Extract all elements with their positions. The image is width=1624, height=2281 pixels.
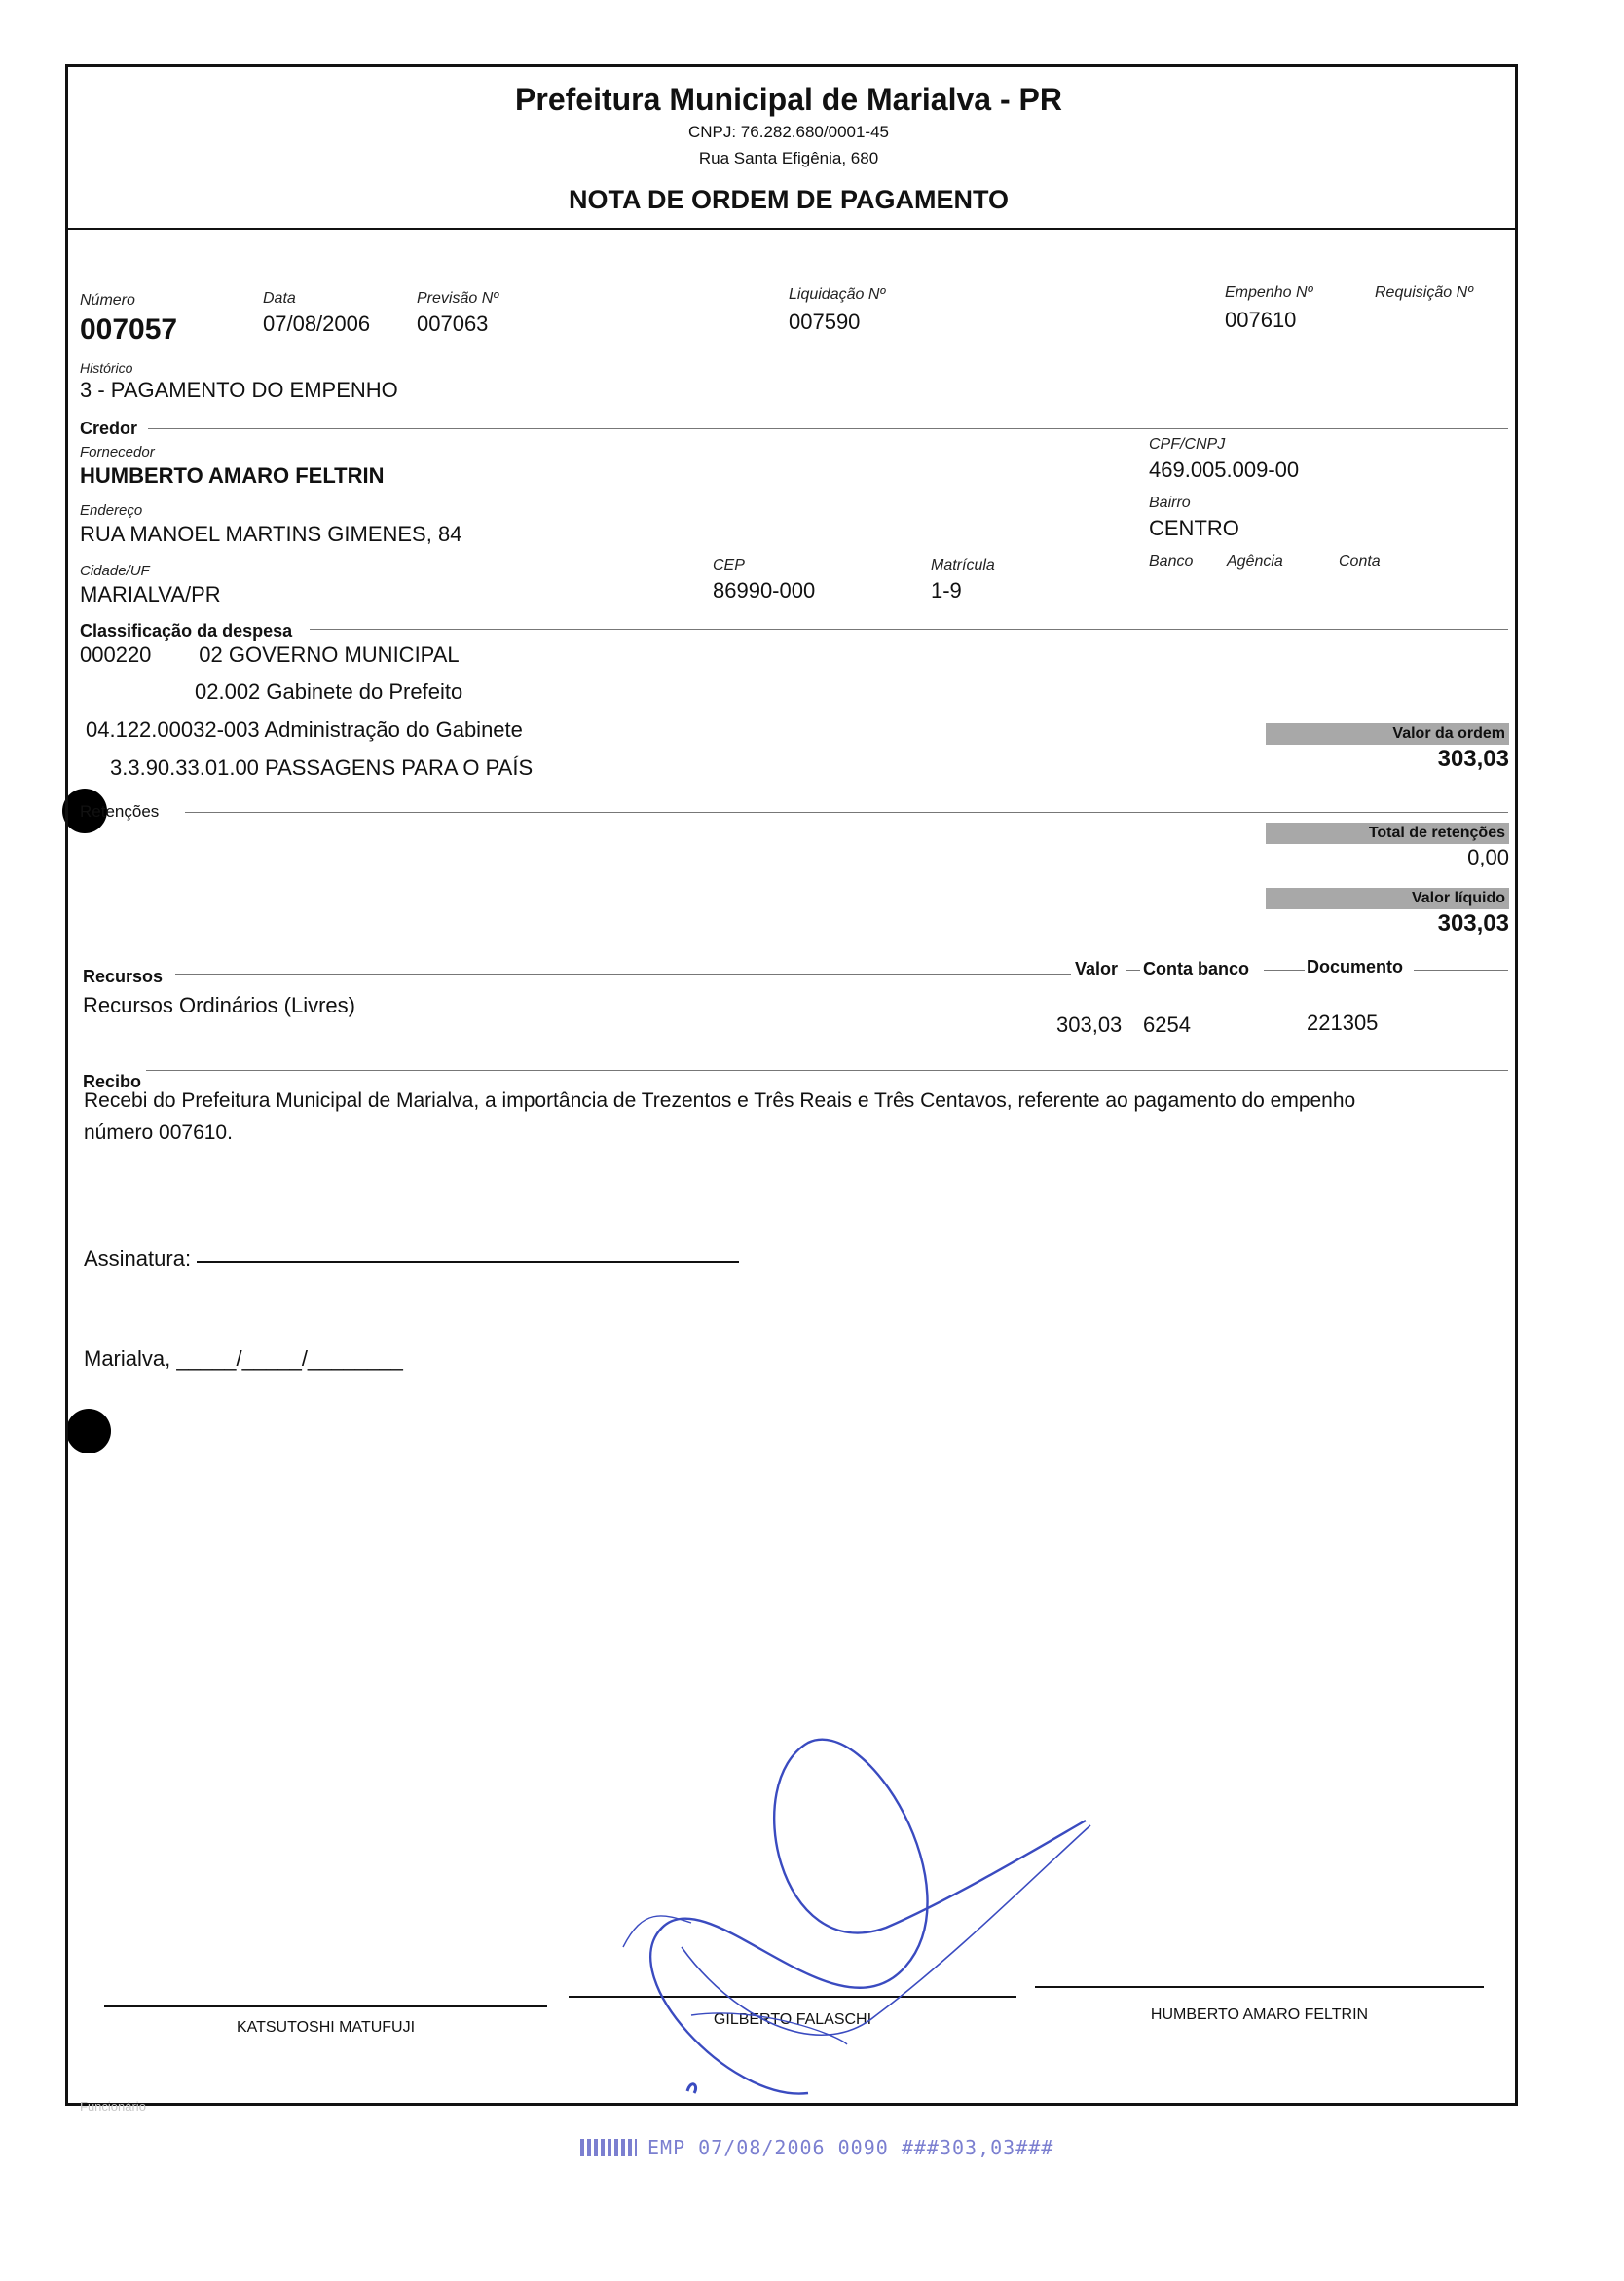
signature-name-3: HUMBERTO AMARO FELTRIN (1150, 2006, 1369, 2023)
classificacao-line-3: 04.122.00032-003 Administração do Gabinete (86, 717, 523, 742)
header-divider (65, 228, 1518, 230)
recursos-line-2 (1126, 970, 1140, 971)
valor-ordem-label: Valor da ordem (1266, 723, 1509, 745)
recibo-text-line-1: Recebi do Prefeitura Municipal de Marialva, a importância de Trezentos e Três Reais e Três Centavos, referente ao pagamento do empenho (84, 1089, 1356, 1112)
fornecedor-value: HUMBERTO AMARO FELTRIN (80, 463, 385, 488)
retencoes-section: Retenções (80, 802, 160, 821)
footer-stamp: EMP 07/08/2006 0090 ###303,03### (647, 2136, 1054, 2159)
recursos-valor: 303,03 (1056, 1012, 1123, 1037)
credor-section: Credor (80, 419, 138, 438)
cidade-value: MARIALVA/PR (80, 582, 221, 607)
recursos-line-4 (1414, 970, 1508, 971)
page-title: Prefeitura Municipal de Marialva - PR (515, 82, 1062, 117)
endereco-label: Endereço (80, 502, 143, 519)
matricula-label: Matrícula (931, 557, 995, 573)
numero-value: 007057 (80, 313, 178, 346)
conta-label: Conta (1339, 553, 1381, 570)
total-retencoes-label: Total de retenções (1266, 823, 1509, 844)
handwritten-signature (584, 1723, 1129, 2113)
liquidacao-value: 007590 (789, 310, 861, 334)
bairro-label: Bairro (1149, 495, 1191, 511)
endereco-value: RUA MANOEL MARTINS GIMENES, 84 (80, 522, 462, 546)
recursos-conta: 6254 (1143, 1012, 1191, 1037)
requisicao-label: Requisição Nº (1375, 284, 1473, 301)
signature-name-1: KATSUTOSHI MATUFUJI (236, 2019, 416, 2036)
retencoes-line (185, 812, 1508, 813)
footer-small-text: Funcionário (80, 2099, 146, 2114)
cpf-value: 469.005.009-00 (1149, 458, 1300, 482)
empenho-value: 007610 (1225, 308, 1297, 332)
recursos-documento-label: Documento (1307, 957, 1403, 976)
numero-label: Número (80, 292, 135, 309)
banco-label: Banco (1149, 553, 1194, 570)
recursos-line-3 (1264, 970, 1305, 971)
document-title: NOTA DE ORDEM DE PAGAMENTO (568, 185, 1009, 214)
recursos-conta-label: Conta banco (1143, 959, 1250, 978)
credor-line (148, 428, 1508, 429)
cep-label: CEP (713, 557, 745, 573)
classificacao-line-2: 02.002 Gabinete do Prefeito (195, 680, 463, 704)
classificacao-line-4: 3.3.90.33.01.00 PASSAGENS PARA O PAÍS (110, 755, 534, 780)
fornecedor-label: Fornecedor (80, 444, 155, 460)
classificacao-section: Classificação da despesa (80, 621, 293, 641)
footer-stamp-icon (580, 2139, 637, 2156)
empenho-label: Empenho Nº (1225, 284, 1313, 301)
recursos-valor-label: Valor (1075, 959, 1119, 978)
recibo-text-line-2: número 007610. (84, 1122, 233, 1144)
total-retencoes-value: 0,00 (1467, 845, 1509, 869)
data-label: Data (263, 290, 296, 307)
recibo-line (146, 1070, 1508, 1071)
header-address: Rua Santa Efigênia, 680 (698, 149, 879, 167)
recursos-section: Recursos (83, 967, 164, 986)
valor-liquido-label: Valor líquido (1266, 888, 1509, 909)
historico-value: 3 - PAGAMENTO DO EMPENHO (80, 378, 398, 402)
cep-value: 86990-000 (713, 578, 816, 603)
signature-line-1 (104, 2005, 547, 2007)
data-value: 07/08/2006 (263, 312, 371, 336)
header-cnpj: CNPJ: 76.282.680/0001-45 (687, 123, 890, 141)
previsao-label: Previsão Nº (417, 290, 499, 307)
valor-liquido-value: 303,03 (1437, 910, 1509, 937)
matricula-value: 1-9 (931, 578, 962, 603)
recursos-line (175, 974, 1071, 975)
recursos-descricao: Recursos Ordinários (Livres) (83, 993, 355, 1017)
local-data-label: Marialva, _____/_____/________ (84, 1346, 403, 1371)
assinatura-label: Assinatura: (84, 1246, 192, 1270)
bairro-value: CENTRO (1149, 516, 1239, 540)
classificacao-line-1: 000220 02 GOVERNO MUNICIPAL (80, 643, 460, 667)
cidade-label: Cidade/UF (80, 563, 150, 579)
assinatura-line (197, 1261, 739, 1263)
signature-name-2: GILBERTO FALASCHI (713, 2011, 872, 2028)
cpf-label: CPF/CNPJ (1149, 436, 1226, 453)
classificacao-line (310, 629, 1508, 630)
previsao-value: 007063 (417, 312, 489, 336)
historico-label: Histórico (80, 360, 133, 376)
valor-ordem-value: 303,03 (1437, 746, 1509, 772)
liquidacao-label: Liquidação Nº (789, 286, 886, 303)
recibo-section: Recibo (83, 1072, 142, 1091)
recursos-documento: 221305 (1307, 1011, 1379, 1035)
agencia-label: Agência (1227, 553, 1283, 570)
